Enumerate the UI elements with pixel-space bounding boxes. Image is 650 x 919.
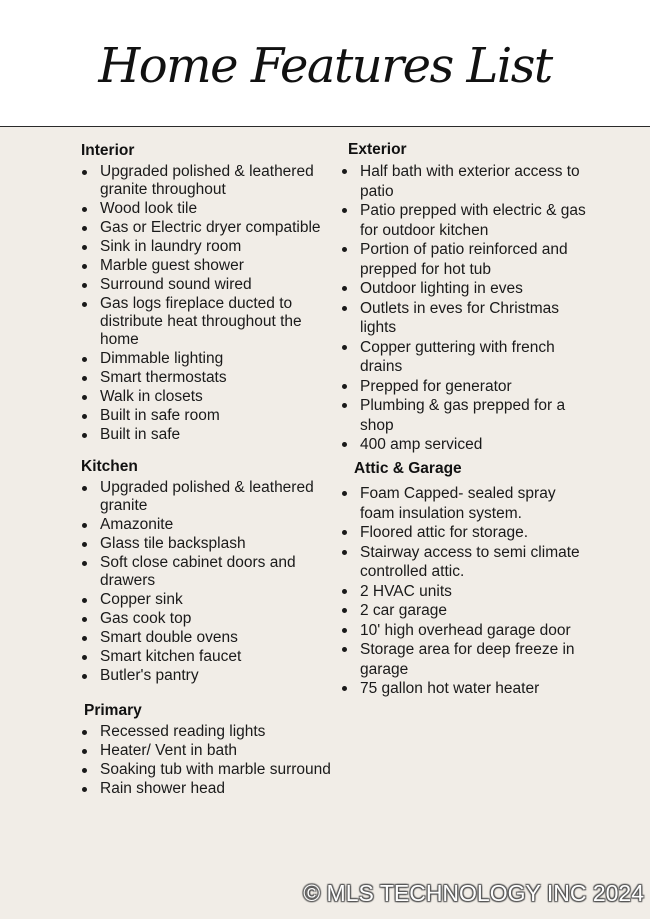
- list-item: Surround sound wired: [81, 276, 331, 294]
- list-item: Dimmable lighting: [81, 350, 331, 368]
- section-heading-exterior: Exterior: [348, 141, 407, 158]
- list-exterior: [341, 162, 591, 455]
- list-item: Floored attic for storage.: [341, 523, 591, 543]
- list-item: Built in safe: [81, 426, 331, 444]
- list-item: Smart kitchen faucet: [81, 648, 331, 666]
- header-band: [0, 0, 650, 127]
- list-attic: [341, 484, 591, 699]
- list-item: Amazonite: [81, 516, 331, 534]
- list-item: Wood look tile: [81, 200, 331, 218]
- list-item: Recessed reading lights: [81, 723, 334, 741]
- list-kitchen: [81, 479, 331, 685]
- list-item: Foam Capped- sealed spray foam insulation system.: [341, 484, 591, 523]
- list-item: Smart double ovens: [81, 629, 331, 647]
- list-item: 10' high overhead garage door: [341, 621, 591, 641]
- list-item: 2 car garage: [341, 601, 591, 621]
- list-item: Built in safe room: [81, 407, 331, 425]
- list-item: Half bath with exterior access to patio: [341, 162, 591, 201]
- list-item: Upgraded polished & leathered granite: [81, 479, 331, 515]
- list-item: Butler's pantry: [81, 667, 331, 685]
- list-item: Outlets in eves for Christmas lights: [341, 299, 591, 338]
- list-item: Storage area for deep freeze in garage: [341, 640, 591, 679]
- list-item: Copper sink: [81, 591, 331, 609]
- list-item: 400 amp serviced: [341, 435, 591, 455]
- list-item: Heater/ Vent in bath: [81, 742, 334, 760]
- section-kitchen: [81, 458, 331, 686]
- list-interior: [81, 163, 331, 444]
- list-item: 2 HVAC units: [341, 582, 591, 602]
- list-item: Outdoor lighting in eves: [341, 279, 591, 299]
- list-item: Gas logs fireplace ducted to distribute heat throughout the home: [81, 295, 331, 349]
- page-title: Home Features List: [98, 38, 552, 94]
- section-heading-interior: Interior: [81, 142, 135, 159]
- list-item: Portion of patio reinforced and prepped for hot tub: [341, 240, 591, 279]
- list-item: Rain shower head: [81, 780, 334, 798]
- list-item: Gas cook top: [81, 610, 331, 628]
- list-item: Marble guest shower: [81, 257, 331, 275]
- list-primary: [81, 723, 334, 798]
- list-item: Stairway access to semi climate controlled attic.: [341, 543, 591, 582]
- list-item: Sink in laundry room: [81, 238, 331, 256]
- section-heading-kitchen: Kitchen: [81, 458, 138, 475]
- section-attic: [341, 460, 591, 699]
- section-heading-primary: Primary: [84, 702, 142, 719]
- list-item: Smart thermostats: [81, 369, 331, 387]
- list-item: Glass tile backsplash: [81, 535, 331, 553]
- list-item: Gas or Electric dryer compatible: [81, 219, 331, 237]
- copyright-watermark: © MLS TECHNOLOGY INC 2024: [303, 880, 644, 906]
- list-item: Plumbing & gas prepped for a shop: [341, 396, 591, 435]
- section-exterior: [341, 141, 591, 455]
- list-item: Copper guttering with french drains: [341, 338, 591, 377]
- list-item: Walk in closets: [81, 388, 331, 406]
- section-interior: [81, 142, 331, 445]
- list-item: 75 gallon hot water heater: [341, 679, 591, 699]
- section-primary: [84, 702, 334, 799]
- section-heading-attic: Attic & Garage: [354, 460, 462, 477]
- list-item: Patio prepped with electric & gas for outdoor kitchen: [341, 201, 591, 240]
- list-item: Soaking tub with marble surround: [81, 761, 334, 779]
- list-item: Upgraded polished & leathered granite throughout: [81, 163, 331, 199]
- list-item: Prepped for generator: [341, 377, 591, 397]
- list-item: Soft close cabinet doors and drawers: [81, 554, 331, 590]
